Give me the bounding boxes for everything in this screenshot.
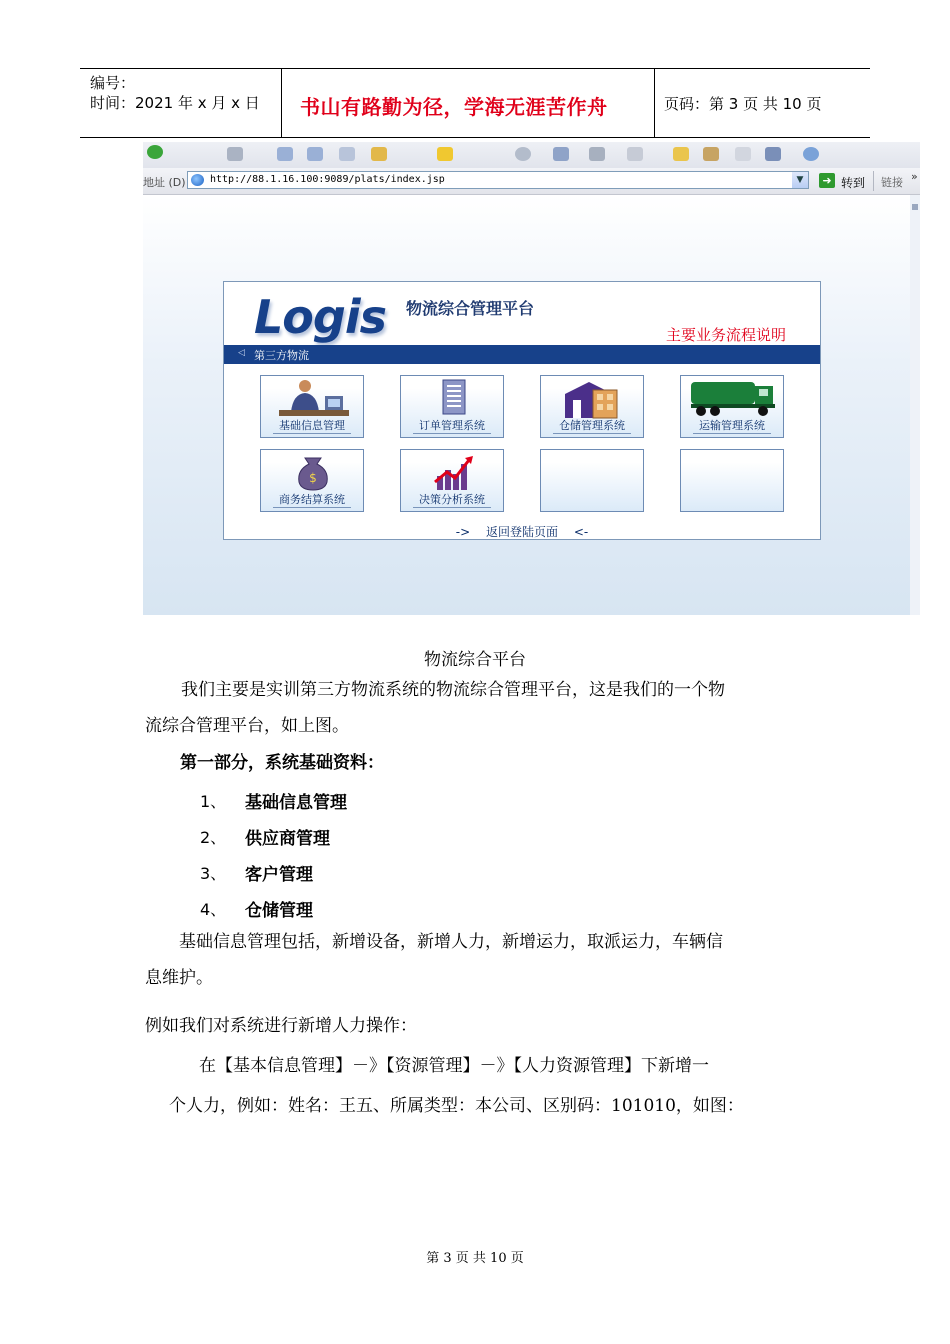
header-divider — [281, 69, 282, 137]
header-divider — [654, 69, 655, 137]
tile-warehouse[interactable] — [540, 375, 644, 438]
address-label: 地址 (D) — [143, 176, 186, 189]
address-input[interactable] — [187, 171, 809, 189]
section-band — [224, 345, 820, 364]
paragraph-line: 息维护。 — [145, 968, 213, 988]
list-item: 仓储管理 — [245, 901, 313, 921]
platform-panel — [223, 281, 821, 540]
tile-label: 仓储管理系统 — [559, 419, 625, 432]
home-icon[interactable] — [307, 147, 323, 161]
tile-basic-info[interactable] — [260, 375, 364, 438]
tile-transport[interactable] — [680, 375, 784, 438]
address-bar — [143, 168, 920, 195]
list-number: 4、 — [200, 900, 227, 919]
print-icon[interactable] — [589, 147, 605, 161]
header-motto: 书山有路勤为径，学海无涯苦作舟 — [300, 95, 608, 119]
paragraph-line: 个人力，例如：姓名：王五、所属类型：本公司、区别码：101010，如图： — [169, 1096, 744, 1116]
browser-screenshot — [143, 142, 920, 615]
list-item: 客户管理 — [245, 865, 313, 885]
tile-order[interactable] — [400, 375, 504, 438]
warehouse-icon — [551, 378, 635, 420]
list-number: 3、 — [200, 864, 227, 883]
folder-icon[interactable] — [673, 147, 689, 161]
chevron-down-icon[interactable]: ▼ — [792, 172, 808, 188]
business-flow-link[interactable]: 主要业务流程说明 — [666, 326, 787, 344]
browser-toolbar — [143, 142, 920, 168]
stop-icon[interactable] — [227, 147, 243, 161]
platform-title: 物流综合管理平台 — [406, 299, 535, 318]
truck-icon — [691, 378, 775, 420]
section-heading: 第一部分，系统基础资料： — [180, 753, 384, 773]
go-button[interactable]: 转到 — [841, 176, 866, 190]
doc-number-label: 编号： — [90, 74, 136, 92]
tile-label: 决策分析系统 — [419, 493, 485, 506]
list-number: 2、 — [200, 828, 227, 847]
favorites-icon[interactable] — [371, 147, 387, 161]
tile-decision[interactable] — [400, 449, 504, 512]
refresh-icon[interactable] — [277, 147, 293, 161]
page-footer: 第 3 页 共 10 页 — [426, 1251, 524, 1266]
paragraph-line: 例如我们对系统进行新增人力操作： — [145, 1016, 417, 1036]
band-arrow-icon: ◁ — [238, 348, 245, 358]
document-list-icon — [411, 378, 495, 420]
history-icon[interactable] — [437, 147, 453, 161]
edit-icon[interactable] — [627, 147, 643, 161]
paragraph-line: 基础信息管理包括，新增设备，新增人力，新增运力，取派运力，车辆信 — [179, 932, 723, 952]
tile-empty[interactable] — [540, 449, 644, 512]
tile-settlement[interactable] — [260, 449, 364, 512]
tile-underline — [413, 433, 491, 434]
ie-page-icon — [191, 174, 204, 186]
list-number: 1、 — [200, 792, 227, 811]
tile-underline — [273, 433, 351, 434]
header-meta — [90, 73, 260, 113]
paragraph-line: 流综合管理平台，如上图。 — [145, 716, 349, 736]
links-divider — [873, 171, 874, 191]
back-arrow-right: <- — [573, 525, 589, 539]
tile-label: 基础信息管理 — [279, 419, 345, 432]
back-icon[interactable] — [147, 145, 163, 159]
paragraph-line: 在【基本信息管理】－》【资源管理】－》【人力资源管理】下新增一 — [199, 1056, 709, 1076]
example-paragraph — [145, 1008, 815, 1044]
page-header — [80, 68, 870, 138]
tile-label: 运输管理系统 — [699, 419, 765, 432]
tile-label: 订单管理系统 — [419, 419, 485, 432]
back-to-login — [224, 523, 820, 540]
office-worker-icon — [271, 378, 355, 420]
back-arrow-left: -> — [455, 525, 471, 539]
search-icon[interactable] — [339, 147, 355, 161]
messenger-icon[interactable] — [703, 147, 719, 161]
tile-underline — [693, 433, 771, 434]
svg-text:$: $ — [309, 471, 317, 485]
mail-icon[interactable] — [553, 147, 569, 161]
tile-underline — [273, 507, 351, 508]
research-icon[interactable] — [765, 147, 781, 161]
tile-label: 商务结算系统 — [279, 493, 345, 506]
scroll-up-icon[interactable] — [912, 204, 918, 210]
address-url: http://88.1.16.100:9089/plats/index.jsp — [210, 174, 445, 185]
header-page-number: 页码：第 3 页 共 10 页 — [664, 95, 822, 113]
back-to-login-link[interactable]: 返回登陆页面 — [485, 525, 558, 539]
go-arrow-icon[interactable]: ➜ — [819, 173, 835, 188]
doc-date-label: 时间：2021 年 x 月 x 日 — [90, 94, 260, 112]
bar-chart-icon — [411, 452, 495, 494]
links-more-icon[interactable]: » — [911, 170, 918, 183]
tools-icon[interactable] — [735, 147, 751, 161]
media-icon[interactable] — [515, 147, 531, 161]
links-button[interactable]: 链接 — [881, 176, 903, 189]
tile-underline — [553, 433, 631, 434]
money-bag-icon — [271, 452, 355, 494]
steps-paragraph — [145, 1048, 825, 1124]
globe-icon[interactable] — [803, 147, 819, 161]
intro-paragraph — [145, 672, 815, 744]
vertical-scrollbar[interactable] — [910, 195, 920, 615]
figure-caption: 物流综合平台 — [424, 650, 526, 670]
tile-empty[interactable] — [680, 449, 784, 512]
section-band-label: 第三方物流 — [254, 349, 309, 362]
list-item: 基础信息管理 — [245, 793, 347, 813]
list-item: 供应商管理 — [245, 829, 330, 849]
logis-logo: Logis — [254, 290, 386, 344]
paragraph-line: 我们主要是实训第三方物流系统的物流综合管理平台，这是我们的一个物 — [181, 680, 725, 700]
tile-underline — [413, 507, 491, 508]
basic-info-paragraph — [145, 924, 815, 996]
